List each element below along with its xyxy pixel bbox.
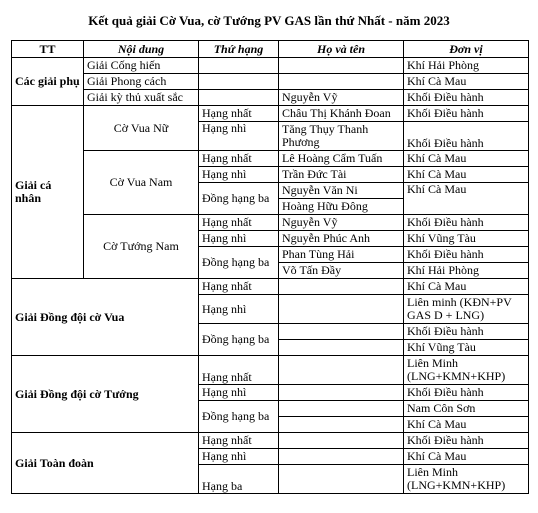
table-row: [12, 58, 529, 74]
unit-cell: Khí Hải Phòng: [404, 58, 529, 74]
table-row: [12, 356, 529, 385]
rank-cell: Đồng hạng ba: [199, 401, 279, 433]
rank-cell: [199, 90, 279, 106]
header-name: Họ và tên: [279, 41, 404, 58]
rank-cell: Hạng nhất: [199, 279, 279, 295]
unit-cell: Khí Hải Phòng: [404, 263, 529, 279]
rank-cell: Đồng hạng ba: [199, 324, 279, 356]
player-name: [279, 74, 404, 90]
unit-cell: Liên Minh (LNG+KMN+KHP): [404, 465, 529, 494]
player-name: Lê Hoàng Cẩm Tuấn: [279, 151, 404, 167]
unit-cell: Khí Cà Mau: [404, 183, 529, 215]
group-team-xiangqi: Giải Đồng đội cờ Tướng: [12, 356, 199, 433]
player-name: [279, 356, 404, 385]
header-unit: Đơn vị: [404, 41, 529, 58]
unit-cell: Nam Côn Sơn: [404, 401, 529, 417]
player-name: Nguyễn Vỹ: [279, 90, 404, 106]
results-table: [11, 40, 529, 494]
player-name: [279, 433, 404, 449]
player-name: Phan Tùng Hải: [279, 247, 404, 263]
unit-cell: Khí Cà Mau: [404, 151, 529, 167]
category-men-chess: Cờ Vua Nam: [84, 151, 199, 215]
rank-cell: Hạng nhất: [199, 215, 279, 231]
unit-cell: Khí Cà Mau: [404, 167, 529, 183]
player-name: [279, 324, 404, 340]
player-name: [279, 449, 404, 465]
header-rank: Thứ hạng: [199, 41, 279, 58]
player-name: Võ Tấn Đầy: [279, 263, 404, 279]
table-row: [12, 215, 529, 231]
award-name: Giải Phong cách: [84, 74, 199, 90]
award-name: Giải kỳ thủ xuất sắc: [84, 90, 199, 106]
unit-cell: Khí Cà Mau: [404, 417, 529, 433]
unit-cell: Khối Điều hành: [404, 122, 529, 151]
rank-cell: Hạng nhì: [199, 385, 279, 401]
unit-cell: Khí Vũng Tàu: [404, 231, 529, 247]
rank-cell: Hạng nhì: [199, 122, 279, 151]
unit-cell: Liên Minh (LNG+KMN+KHP): [404, 356, 529, 385]
header-tt: TT: [12, 41, 84, 58]
unit-cell: Khối Điều hành: [404, 433, 529, 449]
player-name: Trần Đức Tài: [279, 167, 404, 183]
rank-cell: Hạng nhì: [199, 167, 279, 183]
group-sub-awards: Các giải phụ: [12, 58, 84, 106]
group-overall: Giải Toàn đoàn: [12, 433, 199, 494]
rank-cell: Hạng nhất: [199, 151, 279, 167]
rank-cell: Đồng hạng ba: [199, 247, 279, 279]
page-title: Kết quả giải Cờ Vua, cờ Tướng PV GAS lần thứ Nhất - năm 2023: [88, 13, 450, 28]
unit-cell: Khối Điều hành: [404, 324, 529, 340]
player-name: Nguyễn Phúc Anh: [279, 231, 404, 247]
group-individual: Giải cá nhân: [12, 106, 84, 279]
table-row: [12, 74, 529, 90]
unit-cell: Khối Điều hành: [404, 90, 529, 106]
rank-cell: [199, 74, 279, 90]
category-men-xiangqi: Cờ Tướng Nam: [84, 215, 199, 279]
header-row: [12, 41, 529, 58]
unit-cell: Khí Cà Mau: [404, 74, 529, 90]
rank-cell: Hạng nhất: [199, 356, 279, 385]
group-team-chess: Giải Đồng đội cờ Vua: [12, 279, 199, 356]
rank-cell: [199, 58, 279, 74]
table-row: [12, 433, 529, 449]
category-women-chess: Cờ Vua Nữ: [84, 106, 199, 151]
rank-cell: Hạng nhì: [199, 449, 279, 465]
player-name: Hoàng Hữu Đông: [279, 199, 404, 215]
table-row: [12, 90, 529, 106]
player-name: Châu Thị Khánh Đoan: [279, 106, 404, 122]
player-name: [279, 279, 404, 295]
rank-cell: Hạng nhất: [199, 106, 279, 122]
table-row: [12, 279, 529, 295]
player-name: [279, 340, 404, 356]
rank-cell: Đồng hạng ba: [199, 183, 279, 215]
unit-cell: Khối Điều hành: [404, 247, 529, 263]
player-name: [279, 465, 404, 494]
unit-cell: Khối Điều hành: [404, 215, 529, 231]
rank-cell: Hạng ba: [199, 465, 279, 494]
rank-cell: Hạng nhì: [199, 295, 279, 324]
unit-cell: Khối Điều hành: [404, 106, 529, 122]
unit-cell: Liên minh (KĐN+PV GAS D + LNG): [404, 295, 529, 324]
player-name: Nguyễn Vỹ: [279, 215, 404, 231]
player-name: [279, 385, 404, 401]
rank-cell: Hạng nhất: [199, 433, 279, 449]
rank-cell: Hạng nhì: [199, 231, 279, 247]
player-name: Tăng Thụy Thanh Phương: [279, 122, 404, 151]
player-name: Nguyễn Văn Ni: [279, 183, 404, 199]
unit-cell: Khí Vũng Tàu: [404, 340, 529, 356]
player-name: [279, 417, 404, 433]
award-name: Giải Cống hiến: [84, 58, 199, 74]
header-content: Nội dung: [84, 41, 199, 58]
player-name: [279, 401, 404, 417]
unit-cell: Khối Điều hành: [404, 385, 529, 401]
table-row: [12, 106, 529, 122]
player-name: [279, 58, 404, 74]
unit-cell: Khí Cà Mau: [404, 279, 529, 295]
player-name: [279, 295, 404, 324]
table-row: [12, 151, 529, 167]
unit-cell: Khí Cà Mau: [404, 449, 529, 465]
